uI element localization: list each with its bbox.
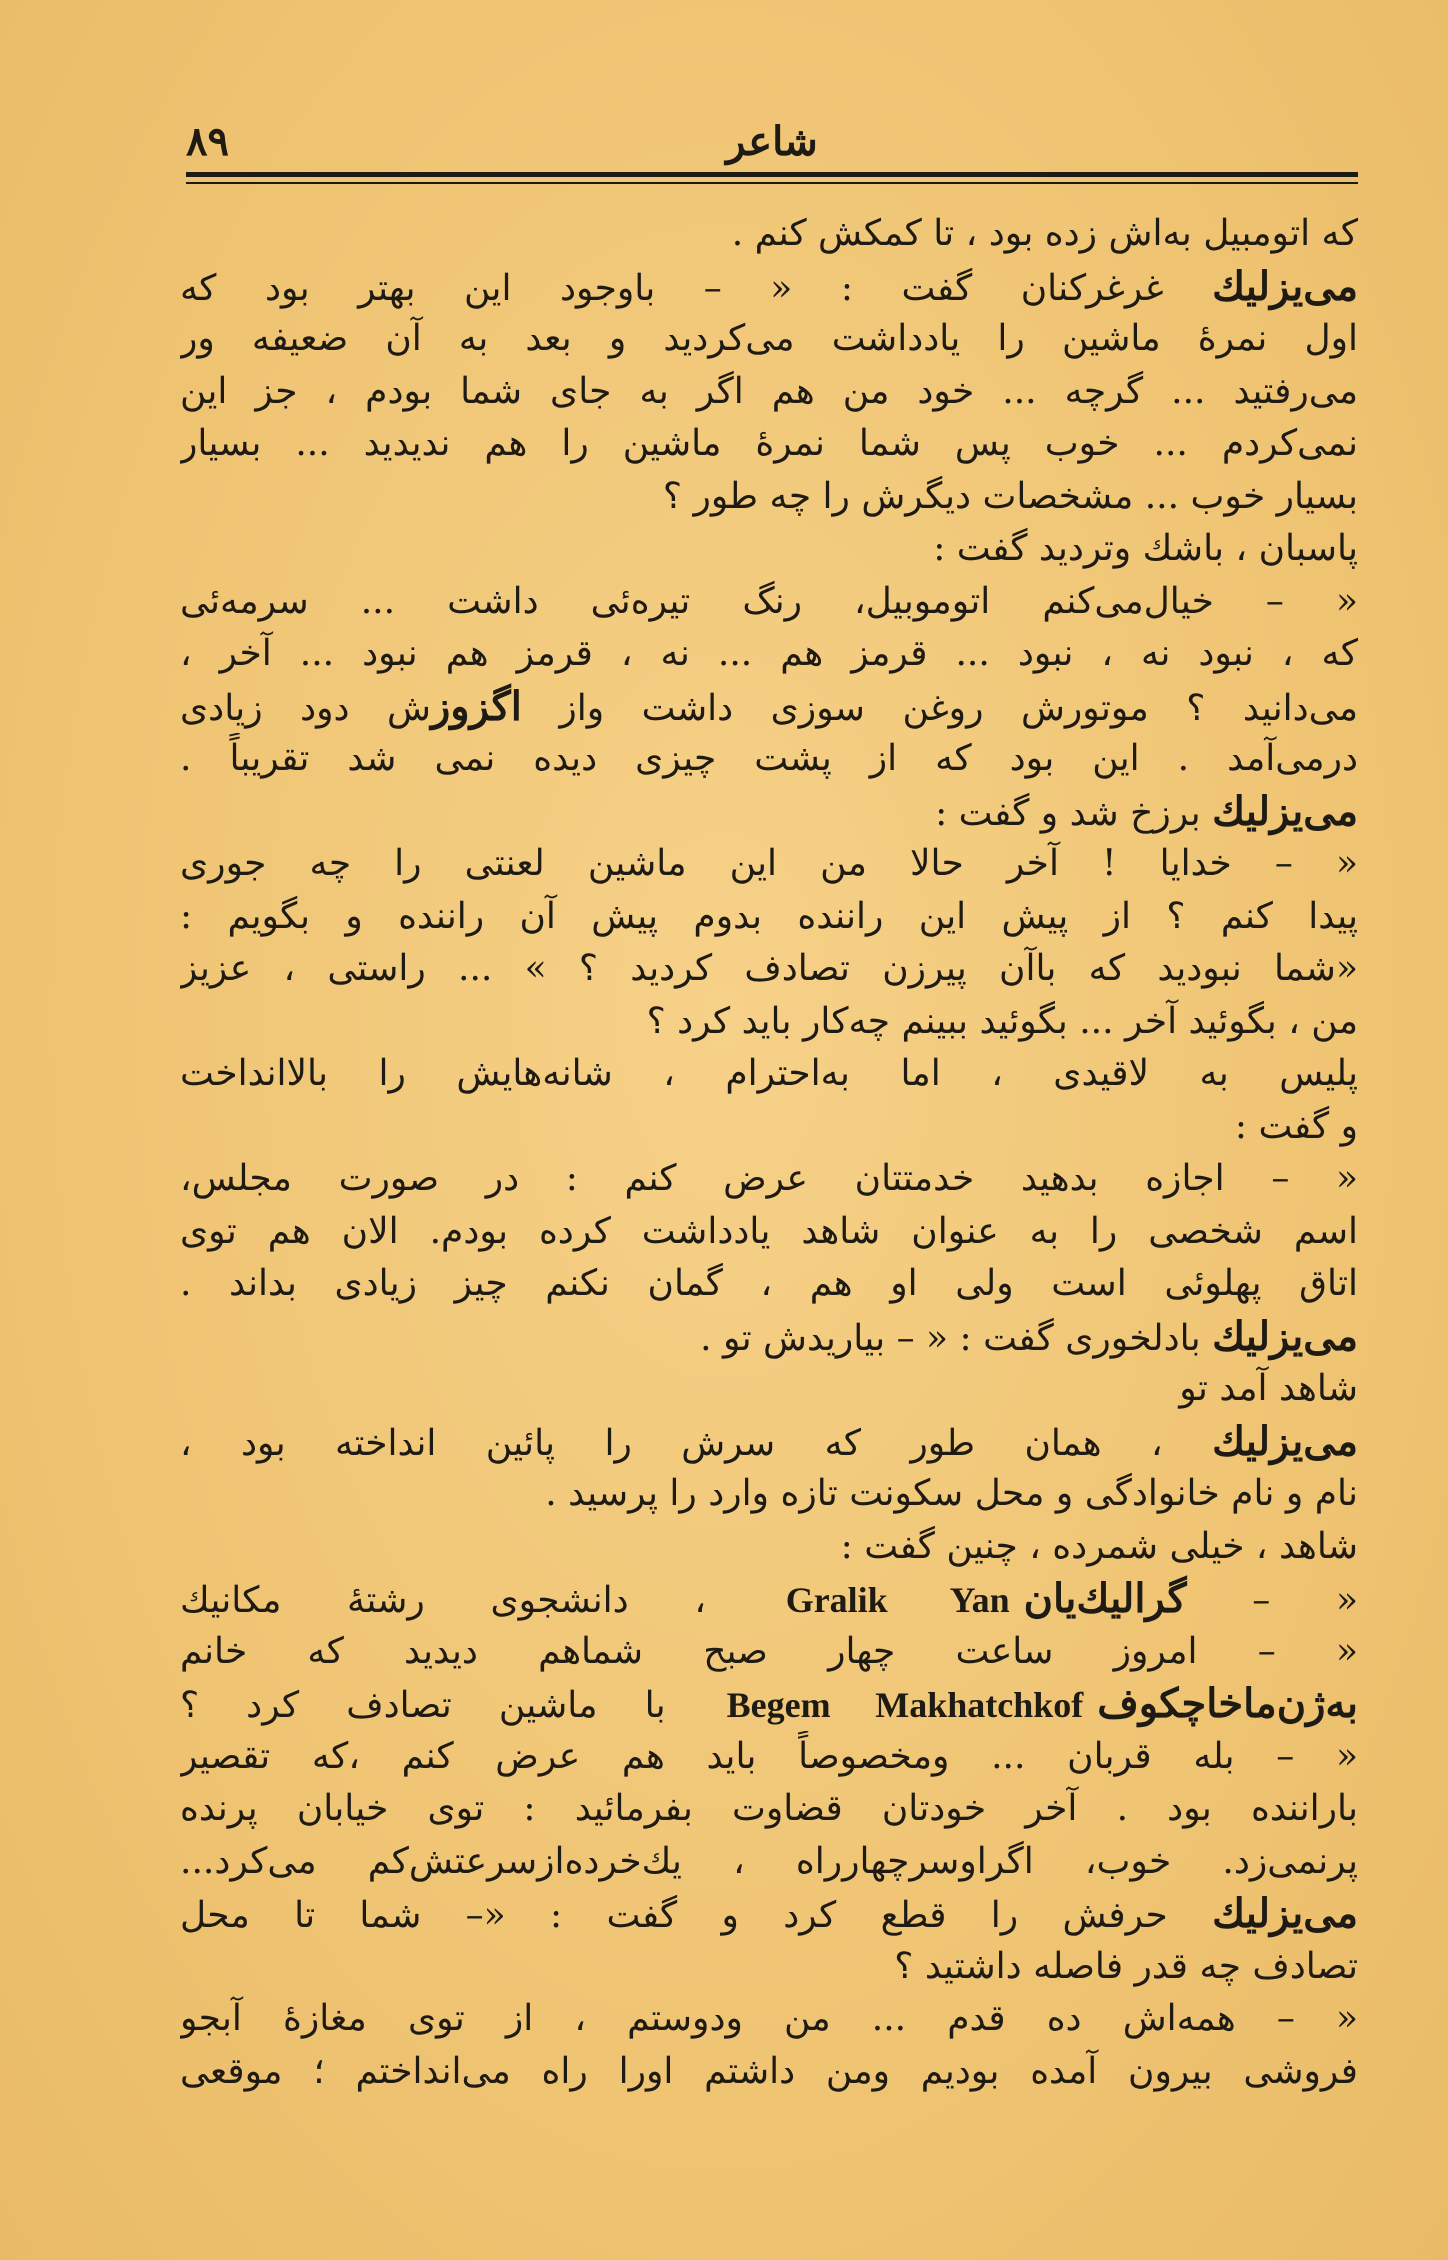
character-name: می‌یزلیك [1212,1890,1358,1937]
text-line [180,1521,1358,1574]
latin-transliteration: Gralik Yan [785,1580,1010,1620]
line-text: « – خدایا ! آخر حالا من این ماشین لعنتی را چه جوری [180,843,1358,884]
text-line [180,891,1358,944]
line-text: غرغرکنان گفت : « – باوجود این بهتر بود که [180,267,1213,309]
character-name: به‌ژن‌ماخاچکوف [1097,1680,1358,1727]
line-text: حرفش را قطع کرد و گفت : «– شما تا محل [180,1895,1213,1936]
header-rule-thin [186,182,1358,184]
line-text: می‌رفتید ... گرچه ... خود من هم اگر به جای شما بودم ، جز این [180,370,1358,412]
text-line [180,1468,1358,1521]
line-text: پرنمی‌زد. خوب، اگراوسرچهارراه ، یك‌خرده‌ازسرعتش‌کم می‌کرد... [180,1840,1358,1882]
text-line [180,628,1358,681]
text-line [180,2046,1358,2099]
text-line [180,1783,1358,1836]
line-text: پیدا کنم ؟ از پیش این راننده بدوم پیش آن راننده و بگویم : [180,895,1358,937]
line-text: پلیس به لاقیدی ، اما به‌احترام ، شانه‌هایش را بالاانداخت [180,1053,1358,1094]
text-line [180,1416,1358,1469]
text-line [180,1888,1358,1941]
text-line [180,1101,1358,1154]
line-text: « – امروز ساعت چهار صبح شماهم دیدید که خانم [180,1630,1358,1672]
text-line [180,313,1358,366]
latin-transliteration: Begem Makhatchkof [726,1685,1084,1725]
line-text: که اتومبیل به‌اش زده بود ، تا کمکش کنم . [731,213,1358,254]
text-line [180,786,1358,839]
text-line [180,366,1358,419]
character-name: می‌یزلیك [1212,1312,1358,1360]
line-text: برزخ شد و گفت : [935,792,1213,834]
line-text: ، همان طور که سرش را پائین انداخته بود ، [180,1422,1213,1464]
text-line [180,471,1358,524]
line-text: شاهد آمد تو [1179,1368,1358,1409]
text-line [180,261,1358,314]
text-line [180,838,1358,891]
text-line [180,576,1358,629]
text-line [180,418,1358,471]
body-text [180,208,1358,2098]
text-line [180,1206,1358,1259]
line-text: و گفت : [1234,1105,1358,1147]
text-line [180,733,1358,786]
page-header [186,110,1358,170]
text-line [180,1048,1358,1101]
text-line [180,1311,1358,1364]
text-line [180,1731,1358,1784]
line-text: «شما نبودید که باآن پیرزن تصادف کردید ؟ » ... راستی ، عزیز [180,948,1358,989]
text-line [180,1678,1358,1731]
text-line [180,523,1358,576]
line-text: « – اجازه بدهید خدمتتان عرض کنم : در صورت مجلس، [180,1158,1358,1199]
text-line [180,1993,1358,2046]
text-line [180,1941,1358,1994]
line-text: می‌دانید ؟ موتورش روغن سوزی داشت واز [521,687,1358,729]
text-line [180,996,1358,1049]
character-name: می‌یزلیك [1212,787,1358,835]
emphasis-word: اگزوز [430,682,522,730]
text-line [180,1363,1358,1416]
character-name: گرالیك‌یان [1023,1575,1187,1622]
text-line [180,1153,1358,1206]
line-text: باراننده بود . آخر خودتان قضاوت بفرمائید : توی خیابان پرنده [180,1788,1358,1829]
line-text: نام و نام خانوادگی و محل سکونت تازه وارد را پرسید . [545,1473,1358,1514]
line-text: من ، بگوئید آخر ... بگوئید ببینم چه‌کار باید کرد ؟ [646,1000,1358,1042]
line-text: « – همه‌اش ده قدم ... من ودوستم ، از توی مغازهٔ آبجو [180,1998,1358,2039]
line-text: « – [1186,1580,1358,1621]
line-text: « – بله قربان ... ومخصوصاً باید هم عرض کنم ،که تقصیر [180,1735,1358,1777]
text-line [180,1626,1358,1679]
line-text: شاهد ، خیلی شمرده ، چنین گفت : [840,1525,1358,1567]
line-text: اسم شخصی را به عنوان شاهد یادداشت کرده بودم. الان هم توی [180,1210,1358,1252]
text-line [180,943,1358,996]
line-text: « – خیال‌می‌کنم اتوموبیل، رنگ تیره‌ئی داشت ... سرمه‌ئی [180,580,1358,622]
line-text: پاسبان ، باشك وتردید گفت : [933,528,1358,569]
line-text: تصادف چه قدر فاصله داشتید ؟ [894,1945,1358,1987]
line-text: اتاق پهلوئی است ولی او هم ، گمان نکنم چیز زیادی بداند . [180,1263,1358,1304]
text-line [180,1836,1358,1889]
line-text: فروشی بیرون آمده بودیم ومن داشتم اورا راه می‌انداختم ؛ موقعی [180,2050,1358,2092]
line-text: که ، نبود نه ، نبود ... قرمز هم ... نه ، قرمز هم نبود ... آخر ، [180,633,1358,674]
text-line [180,1258,1358,1311]
running-title: شاعر [726,118,818,165]
line-text-continued: ، دانشجوی رشتهٔ مکانیك [180,1580,772,1621]
page-number: ۸۹ [186,118,229,165]
line-text-continued: با ماشین تصادف کرد ؟ [180,1685,713,1726]
character-name: می‌یزلیك [1212,1417,1358,1465]
line-text: بسیار خوب ... مشخصات دیگرش را چه طور ؟ [662,475,1358,517]
character-name: می‌یزلیك [1212,262,1358,310]
line-text-continued: ش دود زیادی [180,687,431,729]
line-text: نمی‌کردم ... خوب پس شما نمرهٔ ماشین را هم ندیدید ... بسیار [180,423,1358,464]
line-text: بادلخوری گفت : « – بیاریدش تو . [700,1317,1213,1359]
text-line [180,681,1358,734]
text-line [180,208,1358,261]
line-text: اول نمرهٔ ماشین را یادداشت می‌کردید و بعد به آن ضعیفه ور [180,318,1358,359]
line-text: درمی‌آمد . این بود که از پشت چیزی دیده نمی شد تقریباً . [180,738,1358,779]
header-rule-thick [186,172,1358,177]
text-line [180,1573,1358,1626]
